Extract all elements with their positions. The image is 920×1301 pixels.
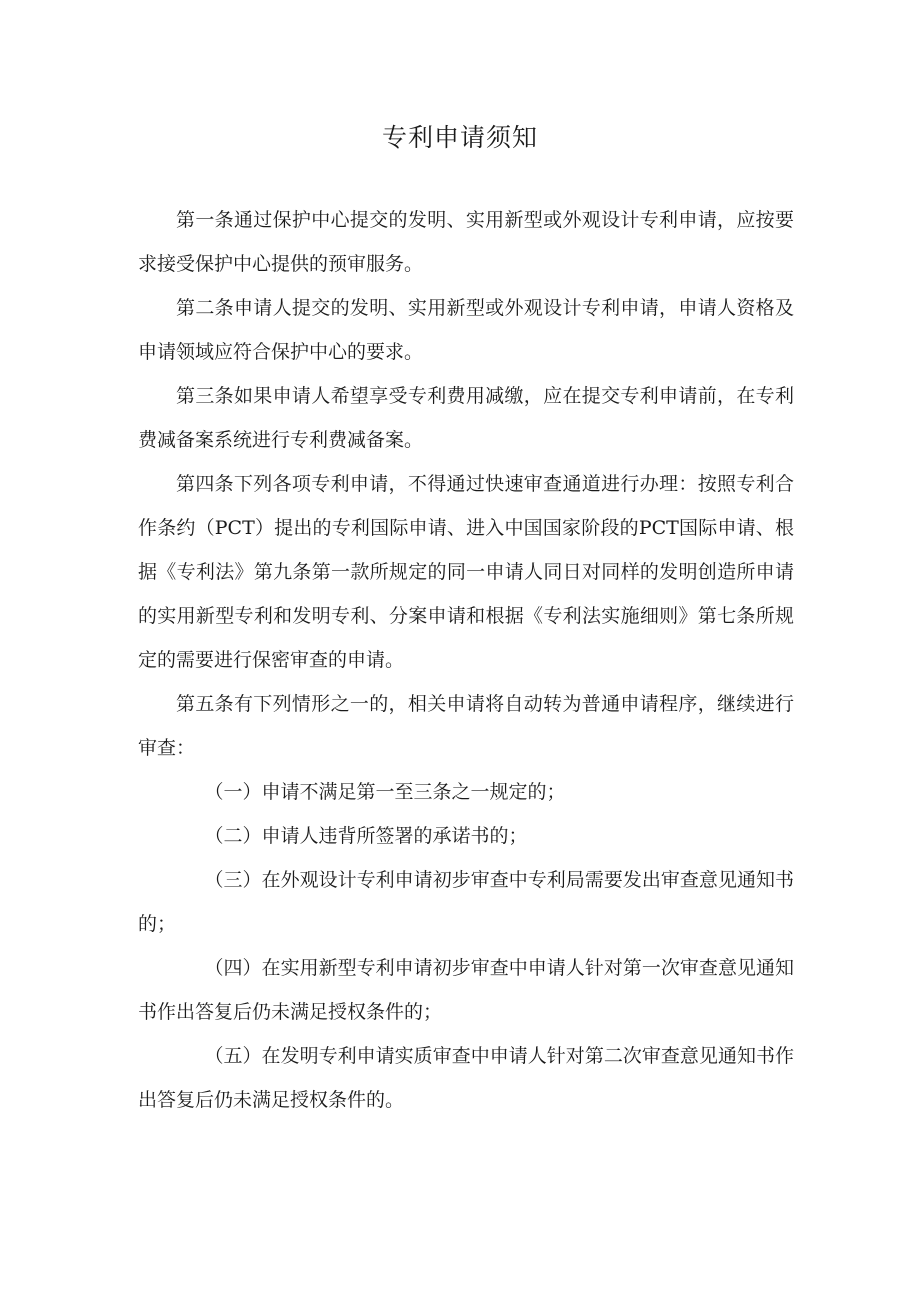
article-4: 第四条下列各项专利申请，不得通过快速审查通道进行办理：按照专利合作条约（PCT）提出的专利国际申请、进入中国国家阶段的PCT国际申请、根据《专利法》第九条第一款所规定的同一申请人同日对同样的发明创造所申请的实用新型专利和发明专利、分案申请和根据《专利法实施细则》第七条所规定的需要进行保密审查的申请。: [138, 473, 794, 671]
list-item-3: （三）在外观设计专利申请初步审查中专利局需要发出审查意见通知书的；: [138, 869, 794, 935]
list-item-1: （一）申请不满足第一至三条之一规定的；: [204, 781, 566, 803]
article-2: 第二条申请人提交的发明、实用新型或外观设计专利申请，申请人资格及申请领域应符合保护中心的要求。: [138, 297, 794, 363]
document-body: [138, 198, 794, 1122]
article-5: 第五条有下列情形之一的，相关申请将自动转为普通申请程序，继续进行审查：: [138, 693, 794, 759]
list-item-4: （四）在实用新型专利申请初步审查中申请人针对第一次审查意见通知书作出答复后仍未满足授权条件的；: [138, 957, 794, 1023]
article-1: 第一条通过保护中心提交的发明、实用新型或外观设计专利申请，应按要求接受保护中心提供的预审服务。: [138, 209, 794, 275]
list-item-5: （五）在发明专利申请实质审查中申请人针对第二次审查意见通知书作出答复后仍未满足授权条件的。: [138, 1045, 794, 1111]
page-title: 专利申请须知: [381, 123, 538, 152]
article-3: 第三条如果申请人希望享受专利费用减缴，应在提交专利申请前，在专利费减备案系统进行专利费减备案。: [138, 385, 794, 451]
list-item-2: （二）申请人违背所签署的承诺书的；: [204, 825, 528, 847]
